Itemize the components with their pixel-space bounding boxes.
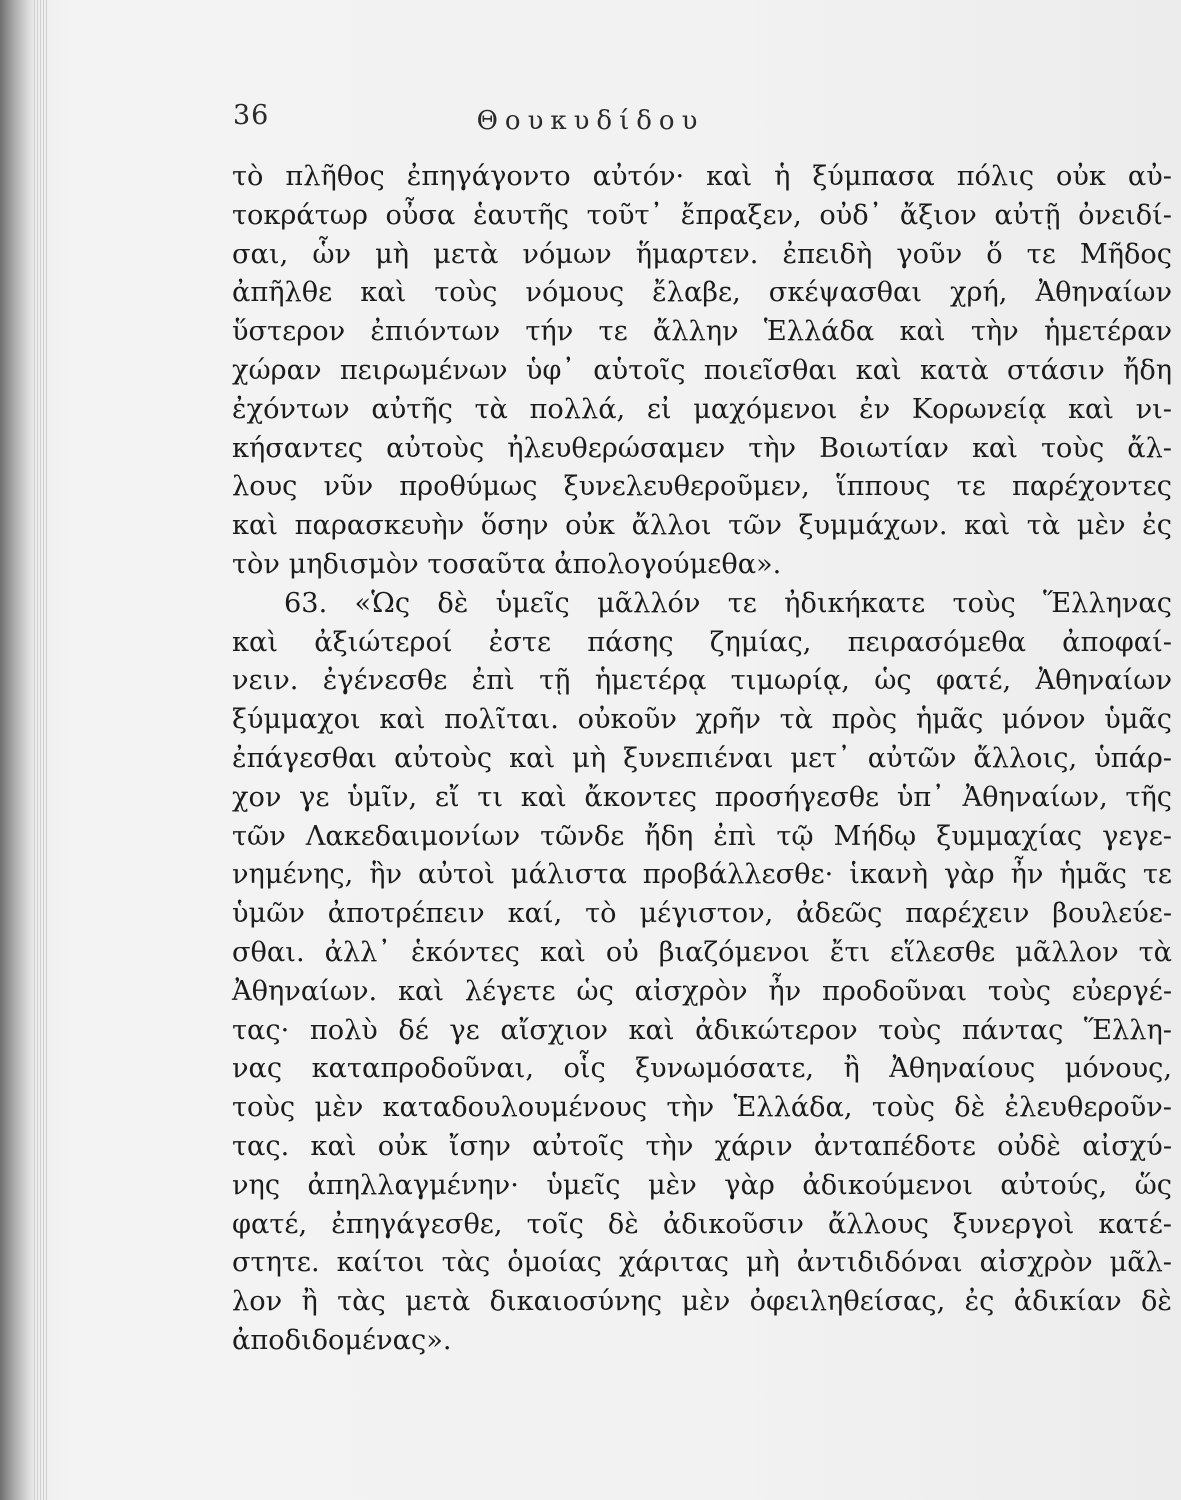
- text-line: τοὺς μὲν καταδουλουμένους τὴν Ἑλλάδα, τοὺς δὲ ἐλευθεροῦν-: [232, 1092, 1172, 1124]
- text-line: τὸ πλῆθος ἐπηγάγοντο αὐτόν· καὶ ἡ ξύμπασα πόλις οὐκ αὐ-: [232, 161, 1172, 192]
- body-text: [232, 158, 1172, 1361]
- text-line: χώραν πειρωμένων ὑφ᾽ αὑτοῖς ποιεῖσθαι καὶ κατὰ στάσιν ἤδη: [232, 354, 1172, 386]
- text-line: καὶ παρασκευὴν ὅσην οὐκ ἄλλοι τῶν ξυμμάχων. καὶ τὰ μὲν ἐς: [232, 510, 1172, 542]
- text-line: Ἀθηναίων. καὶ λέγετε ὡς αἰσχρὸν ἦν προδοῦναι τοὺς εὐεργέ-: [232, 975, 1172, 1007]
- text-line: στητε. καίτοι τὰς ὁμοίας χάριτας μὴ ἀντιδιδόναι αἰσχρὸν μᾶλ-: [232, 1247, 1172, 1279]
- text-line: νημένης, ἣν αὐτοὶ μάλιστα προβάλλεσθε· ἱκανὴ γὰρ ἦν ἡμᾶς τε: [232, 859, 1172, 891]
- text-line: χον γε ὑμῖν, εἴ τι καὶ ἄκοντες προσήγεσθε ὑπ᾽ Ἀθηναίων, τῆς: [232, 781, 1172, 813]
- page-edge: [34, 0, 48, 1500]
- text-line: τὸν μηδισμὸν τοσαῦτα ἀπολογούμεθα».: [232, 548, 782, 580]
- text-line: τῶν Λακεδαιμονίων τῶνδε ἤδη ἐπὶ τῷ Μήδῳ ξυμμαχίας γεγε-: [232, 820, 1172, 852]
- page-number: 36: [233, 100, 270, 131]
- text-line: ὑμῶν ἀποτρέπειν καί, τὸ μέγιστον, ἀδεῶς παρέχειν βουλεύε-: [232, 898, 1172, 930]
- text-line: σαι, ὧν μὴ μετὰ νόμων ἥμαρτεν. ἐπειδὴ γοῦν ὅ τε Μῆδος: [232, 238, 1172, 270]
- text-line: ἐπάγεσθαι αὐτοὺς καὶ μὴ ξυνεπιέναι μετ᾽ αὐτῶν ἄλλοις, ὑπάρ-: [232, 742, 1172, 774]
- text-line: νας καταπροδοῦναι, οἷς ξυνωμόσατε, ἢ Ἀθηναίους μόνους,: [232, 1053, 1172, 1085]
- text-line: νειν. ἐγένεσθε ἐπὶ τῇ ἡμετέρᾳ τιμωρίᾳ, ὡς φατέ, Ἀθηναίων: [232, 665, 1172, 697]
- text-line: νης ἀπηλλαγμένην· ὑμεῖς μὲν γὰρ ἀδικούμενοι αὐτούς, ὥς: [232, 1169, 1172, 1201]
- text-line: ὕστερον ἐπιόντων τήν τε ἄλλην Ἑλλάδα καὶ τὴν ἡμετέραν: [232, 316, 1172, 348]
- text-line: τοκράτωρ οὖσα ἑαυτῆς τοῦτ᾽ ἔπραξεν, οὐδ᾽ ἄξιον αὐτῇ ὀνειδί-: [232, 199, 1172, 231]
- text-line: λον ἢ τὰς μετὰ δικαιοσύνης μὲν ὀφειληθείσας, ἐς ἀδικίαν δὲ: [232, 1286, 1172, 1318]
- text-line: λους νῦν προθύμως ξυνελευθεροῦμεν, ἵππους τε παρέχοντες: [232, 471, 1172, 503]
- text-line: τας. καὶ οὐκ ἴσην αὐτοῖς τὴν χάριν ἀνταπέδοτε οὐδὲ αἰσχύ-: [232, 1130, 1172, 1162]
- page-binding-shadow: [0, 0, 34, 1500]
- text-line: ἀποδιδομένας».: [232, 1324, 452, 1356]
- running-head: Θουκυδίδου: [476, 106, 705, 136]
- text-line: φατέ, ἐπηγάγεσθε, τοῖς δὲ ἀδικοῦσιν ἄλλους ξυνεργοὶ κατέ-: [232, 1208, 1172, 1240]
- text-line: κήσαντες αὐτοὺς ἠλευθερώσαμεν τὴν Βοιωτίαν καὶ τοὺς ἄλ-: [232, 432, 1172, 464]
- text-line: ἀπῆλθε καὶ τοὺς νόμους ἔλαβε, σκέψασθαι χρή, Ἀθηναίων: [232, 277, 1172, 309]
- text-line: καὶ ἀξιώτεροί ἐστε πάσης ζημίας, πειρασόμεθα ἀποφαί-: [232, 626, 1172, 658]
- text-line: σθαι. ἀλλ᾽ ἑκόντες καὶ οὐ βιαζόμενοι ἔτι εἵλεσθε μᾶλλον τὰ: [232, 936, 1172, 968]
- text-line: τας· πολὺ δέ γε αἴσχιον καὶ ἀδικώτερον τοὺς πάντας Ἕλλη-: [232, 1014, 1172, 1046]
- text-line: ξύμμαχοι καὶ πολῖται. οὐκοῦν χρῆν τὰ πρὸς ἡμᾶς μόνον ὑμᾶς: [232, 704, 1172, 736]
- section-start-line: 63. «Ὡς δὲ ὑμεῖς μᾶλλόν τε ἠδικήκατε τοὺς Ἕλληνας: [284, 587, 1172, 619]
- text-line: ἐχόντων αὐτῆς τὰ πολλά, εἰ μαχόμενοι ἐν Κορωνείᾳ καὶ νι-: [232, 393, 1172, 425]
